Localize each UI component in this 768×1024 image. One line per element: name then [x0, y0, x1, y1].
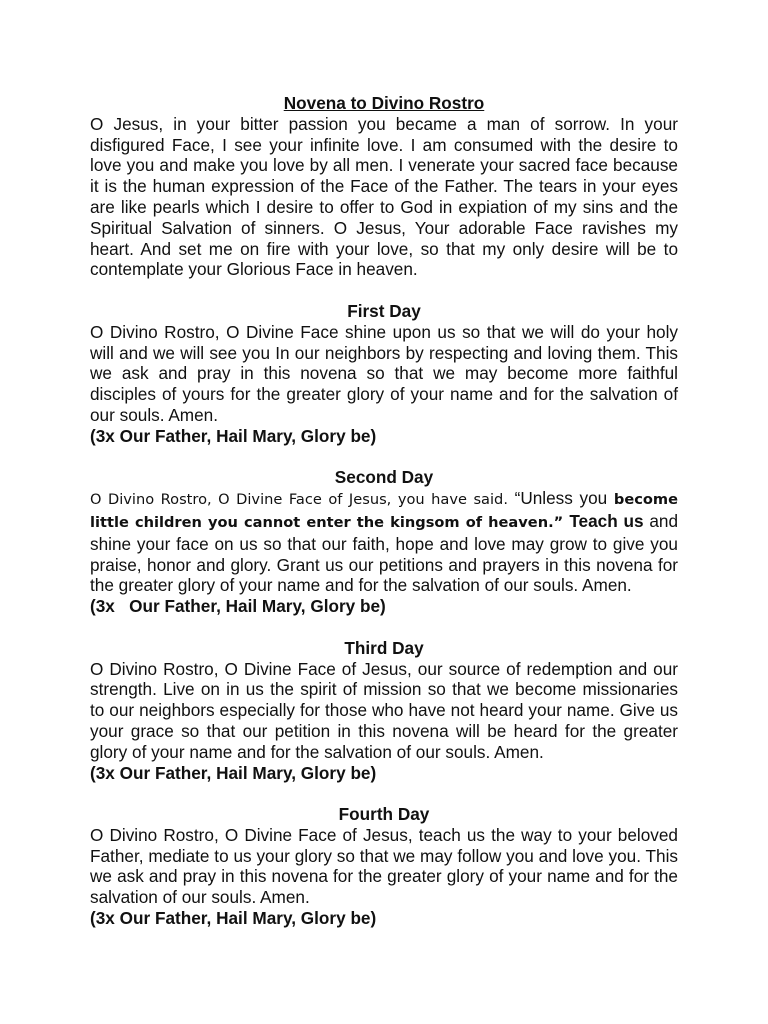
day-text-second-part5: and shine your face on us so that our faith, hope and love may grow to give you praise, honor and glory. Grant us our petitions and prayers in this novena for the greater glory of your name and for the salvation of our souls. Amen.	[90, 510, 678, 596]
day-text-second	[90, 488, 678, 596]
document-page	[90, 93, 678, 929]
day-prayer-first: (3x Our Father, Hail Mary, Glory be)	[90, 425, 377, 446]
day-text-second-part2: “Unless you	[507, 488, 614, 509]
day-prayer-fourth: (3x Our Father, Hail Mary, Glory be)	[90, 908, 377, 929]
day-prayer-third: (3x Our Father, Hail Mary, Glory be)	[90, 762, 377, 783]
day-text-second-part3: become little children you cannot enter the kingsom of heaven.”	[90, 491, 679, 531]
day-heading-fourth: Fourth Day	[338, 804, 430, 825]
day-prayer-second: (3x Our Father, Hail Mary, Glory be)	[90, 596, 386, 617]
day-text-first: O Divino Rostro, O Divine Face shine upon us so that we will do your holy will and we will see you In our neighbors by respecting and loving them. This we ask and pray in this novena so that we may become more faithful disciples of yours for the greater glory of your name and for the salvation of our souls. Amen.	[90, 321, 678, 425]
day-text-fourth: O Divino Rostro, O Divine Face of Jesus, teach us the way to your beloved Father, mediate to us your glory so that we may follow you and love you. This we ask and pray in this novena for the greater glory of your name and for the salvation of our souls. Amen.	[90, 824, 678, 908]
intro-paragraph: O Jesus, in your bitter passion you became a man of sorrow. In your disfigured Face, I see your infinite love. I am consumed with the desire to love you and make you love by all men. I venerate your sacred face because it is the human expression of the Face of the Father. The tears in your eyes are like pearls which I desire to offer to God in expiation of my sins and the Spiritual Salvation of sinners. O Jesus, Your adorable Face ravishes my heart. And set me on fire with your love, so that my only desire will be to contemplate your Glorious Face in heaven.	[90, 113, 678, 280]
day-heading-third: Third Day	[344, 637, 424, 658]
day-text-second-part1: O Divino Rostro, O Divine Face of Jesus, you have said.	[90, 491, 508, 509]
day-text-third: O Divino Rostro, O Divine Face of Jesus, our source of redemption and our strength. Live on in us the spirit of mission so that we become missionaries to our neighbors especially for those who have not heard your name. Give us your grace so that our petition in this novena will be heard for the greater glory of your name and for the salvation of our souls. Amen.	[90, 658, 678, 762]
day-text-second-part4: Teach us	[569, 510, 644, 531]
day-heading-second: Second Day	[334, 467, 434, 488]
document-title: Novena to Divino Rostro	[283, 93, 485, 113]
day-heading-first: First Day	[347, 300, 421, 321]
